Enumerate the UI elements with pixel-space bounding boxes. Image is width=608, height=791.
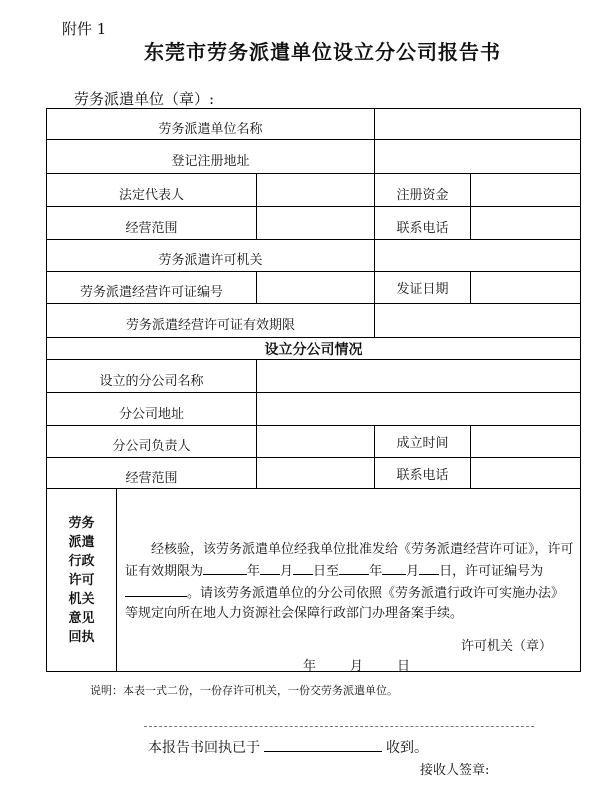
row-legal-rep bbox=[47, 174, 581, 207]
opinion-date: 年 月 日 bbox=[303, 659, 411, 674]
legal-rep-label: 法定代表人 bbox=[47, 174, 257, 207]
row-license-authority bbox=[47, 240, 581, 272]
receipt-line: 本报告书回执已于 收到。 bbox=[148, 737, 428, 757]
validity-end-year-blank[interactable] bbox=[339, 560, 369, 575]
business-scope-label: 经营范围 bbox=[47, 207, 257, 240]
row-reg-address bbox=[47, 140, 581, 174]
unit-name-field[interactable] bbox=[375, 109, 581, 140]
reg-capital-label: 注册资金 bbox=[375, 174, 471, 207]
row-branch-address bbox=[47, 393, 581, 426]
attachment-label: 附件 1 bbox=[62, 20, 107, 38]
branch-manager-label: 分公司负责人 bbox=[47, 426, 257, 458]
row-branch-name bbox=[47, 360, 581, 393]
branch-address-label: 分公司地址 bbox=[47, 393, 257, 426]
receiver-signature-label: 接收人签章: bbox=[420, 763, 490, 778]
form-note: 说明：本表一式二份，一份存许可机关，一份交劳务派遣单位。 bbox=[90, 684, 398, 697]
issuer-seal-label: 许可机关（章） bbox=[461, 639, 553, 654]
branch-manager-field[interactable] bbox=[257, 426, 375, 458]
license-number-label: 劳务派遣经营许可证编号 bbox=[47, 272, 257, 304]
branch-address-field[interactable] bbox=[257, 393, 581, 426]
branch-name-label: 设立的分公司名称 bbox=[47, 360, 257, 393]
row-unit-name bbox=[47, 109, 581, 140]
opinion-text: 经核验，该劳务派遣单位经我单位批准发给《劳务派遣经营许可证》，许可证有效期限为 年 月 日至 年 月 日，许可证编号为。请该劳务派遣单位的分公司依照《劳务派遣行政许可实施办法》等规定向所在地人力资源社会保障行政部门办理备案手续。 bbox=[125, 541, 574, 621]
branch-scope-label: 经营范围 bbox=[47, 458, 257, 489]
row-section-header bbox=[47, 338, 581, 360]
legal-rep-field[interactable] bbox=[257, 174, 375, 207]
row-opinion bbox=[47, 489, 581, 672]
license-validity-field[interactable] bbox=[375, 304, 581, 338]
validity-end-day-blank[interactable] bbox=[419, 560, 439, 575]
unit-name-label: 劳务派遣单位名称 bbox=[47, 109, 375, 140]
section-title: 设立分公司情况 bbox=[47, 338, 581, 360]
reg-address-label: 登记注册地址 bbox=[47, 140, 375, 174]
license-authority-field[interactable] bbox=[375, 240, 581, 272]
reg-capital-field[interactable] bbox=[471, 174, 581, 207]
validity-start-month-blank[interactable] bbox=[260, 560, 280, 575]
established-field[interactable] bbox=[471, 426, 581, 458]
validity-end-month-blank[interactable] bbox=[382, 560, 406, 575]
business-scope-field[interactable] bbox=[257, 207, 375, 240]
opinion-body bbox=[117, 489, 581, 672]
validity-start-day-blank[interactable] bbox=[293, 560, 313, 575]
opinion-side-label: 劳务 派遣 行政 许可 机关 意见 回执 bbox=[47, 489, 117, 672]
row-branch-manager bbox=[47, 426, 581, 458]
branch-phone-field[interactable] bbox=[471, 458, 581, 489]
issue-date-field[interactable] bbox=[471, 272, 581, 304]
license-number-field[interactable] bbox=[257, 272, 375, 304]
license-authority-label: 劳务派遣许可机关 bbox=[47, 240, 375, 272]
reg-address-field[interactable] bbox=[375, 140, 581, 174]
issue-date-label: 发证日期 bbox=[375, 272, 471, 304]
row-license-number bbox=[47, 272, 581, 304]
license-validity-label: 劳务派遣经营许可证有效期限 bbox=[47, 304, 375, 338]
established-label: 成立时间 bbox=[375, 426, 471, 458]
cut-line-divider bbox=[144, 726, 534, 727]
row-business-scope bbox=[47, 207, 581, 240]
branch-scope-field[interactable] bbox=[257, 458, 375, 489]
phone-field[interactable] bbox=[471, 207, 581, 240]
document-title: 东莞市劳务派遣单位设立分公司报告书 bbox=[144, 40, 501, 64]
license-number-blank[interactable] bbox=[125, 582, 187, 597]
branch-name-field[interactable] bbox=[257, 360, 581, 393]
row-license-validity bbox=[47, 304, 581, 338]
phone-label: 联系电话 bbox=[375, 207, 471, 240]
receipt-date-blank[interactable] bbox=[264, 737, 382, 752]
branch-phone-label: 联系电话 bbox=[375, 458, 471, 489]
unit-seal-label: 劳务派遣单位（章）: bbox=[74, 90, 215, 108]
row-branch-scope bbox=[47, 458, 581, 489]
validity-start-year-blank[interactable] bbox=[203, 560, 247, 575]
report-form-table bbox=[46, 108, 581, 672]
